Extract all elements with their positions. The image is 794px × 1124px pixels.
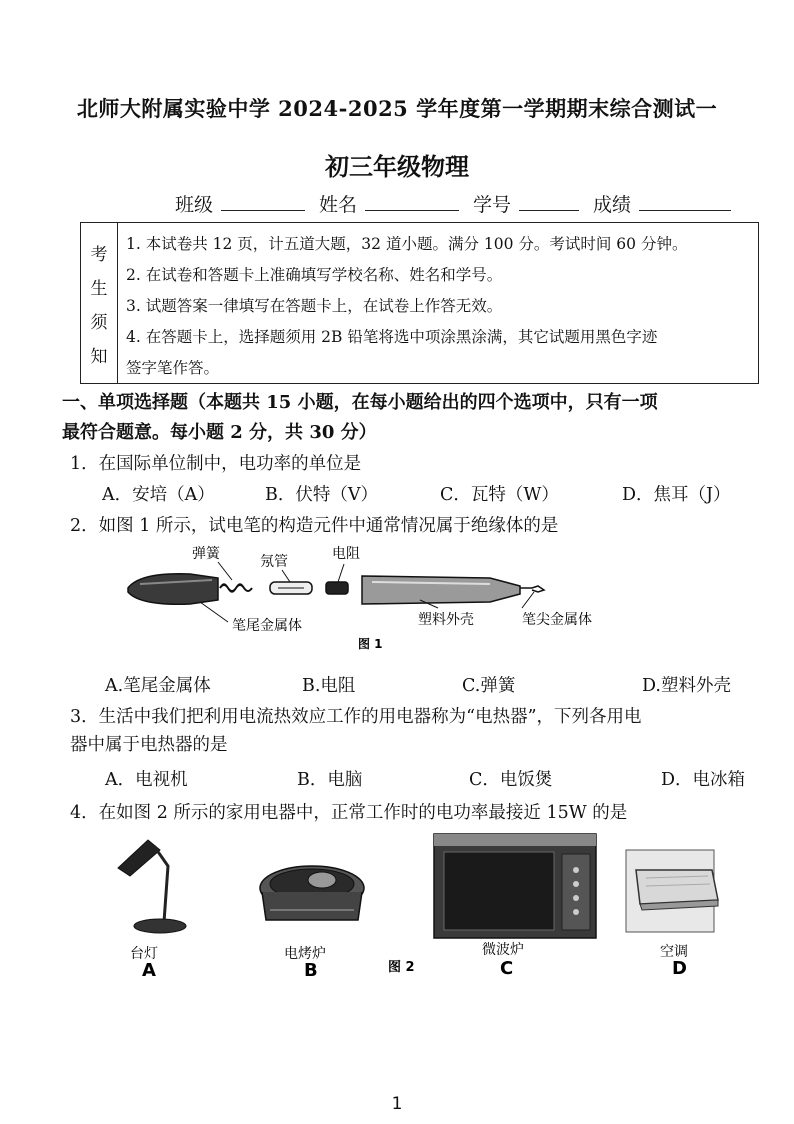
section-heading-line: 最符合题意。每小题 2 分，共 30 分）: [62, 422, 377, 443]
pen-tip-metal: [520, 586, 544, 592]
field-class-blank[interactable]: [221, 190, 305, 211]
field-id-blank[interactable]: [519, 190, 579, 211]
leader-neon: [282, 570, 290, 582]
field-score-blank[interactable]: [639, 190, 731, 211]
option-b[interactable]: B．伏特（V）: [265, 485, 378, 505]
notice-item: 4. 在答题卡上，选择题须用 2B 铅笔将选中项涂黑涂满，其它试题用黑色字迹: [126, 328, 658, 346]
microwave-image: [434, 834, 596, 938]
figure-2-appliances: [100, 830, 760, 985]
leader-tail: [200, 602, 228, 622]
exam-subtitle: 初三年级物理: [325, 152, 469, 181]
label-neon: 氖管: [260, 554, 288, 570]
air-conditioner-image: [626, 850, 718, 932]
option-d[interactable]: D．电冰箱: [661, 770, 746, 790]
notice-side-char: 知: [90, 346, 108, 367]
field-score-label: 成绩: [593, 194, 632, 216]
notice-item: 签字笔作答。: [126, 359, 220, 377]
field-class-label: 班级: [175, 194, 214, 216]
question-3-stem-line: 3．生活中我们把利用电流热效应工作的用电器称为“电热器”，下列各用电: [70, 707, 642, 727]
label-tail-metal: 笔尾金属体: [232, 618, 302, 634]
question-2-options: [105, 672, 731, 697]
option-d[interactable]: D．焦耳（J）: [622, 485, 731, 505]
field-name-label: 姓名: [319, 194, 358, 216]
exam-notice-box: [80, 222, 759, 384]
item-c-name: 微波炉: [482, 942, 524, 958]
notice-side-char: 须: [90, 312, 108, 333]
section-heading-line: 一、单项选择题（本题共 15 小题，在每小题给出的四个选项中，只有一项: [62, 392, 658, 413]
item-b-name: 电烤炉: [284, 946, 326, 962]
option-a[interactable]: A．安培（A）: [102, 485, 215, 505]
field-name-blank[interactable]: [365, 190, 459, 211]
question-4-stem: 4．在如图 2 所示的家用电器中，正常工作时的电功率最接近 15W 的是: [70, 803, 628, 823]
question-2-stem: 2．如图 1 所示，试电笔的构造元件中通常情况属于绝缘体的是: [70, 516, 559, 536]
figure-1-caption: 图 1: [358, 637, 383, 651]
notice-item: 3. 试题答案一律填写在答题卡上，在试卷上作答无效。: [126, 297, 503, 315]
option-c[interactable]: C．电饭煲: [469, 770, 553, 790]
notice-side-char: 生: [90, 278, 108, 299]
question-3-stem: [70, 703, 780, 759]
notice-side-label: [81, 223, 118, 383]
item-c-letter: C: [500, 958, 514, 979]
pen-plastic-shell: [362, 576, 520, 604]
notice-body: [118, 223, 758, 383]
notice-side-char: 考: [90, 244, 108, 265]
option-b[interactable]: B.电阻: [302, 676, 356, 696]
question-3-options: [105, 766, 745, 791]
question-3-stem-line: 器中属于电热器的是: [70, 735, 228, 755]
leader-tip: [522, 592, 534, 608]
figure-1-test-pen: [120, 540, 620, 655]
question-1-stem: 1．在国际单位制中，电功率的单位是: [70, 454, 362, 474]
student-info-fields: [175, 190, 731, 217]
item-a-letter: A: [142, 960, 156, 981]
item-a-name: 台灯: [130, 946, 158, 962]
field-id-label: 学号: [473, 194, 512, 216]
question-1-options: [102, 481, 731, 506]
label-plastic-shell: 塑料外壳: [418, 612, 474, 628]
option-c[interactable]: C．瓦特（W）: [440, 485, 559, 505]
item-b-letter: B: [304, 960, 318, 981]
pen-tail-metal: [128, 574, 218, 604]
item-d-name: 空调: [660, 944, 688, 960]
item-d-letter: D: [672, 958, 687, 979]
label-spring: 弹簧: [192, 546, 220, 562]
label-tip-metal: 笔尖金属体: [522, 612, 592, 628]
label-resistor: 电阻: [332, 546, 360, 562]
leader-spring: [218, 562, 232, 580]
option-d[interactable]: D.塑料外壳: [642, 676, 731, 696]
page-number: 1: [391, 1094, 403, 1114]
option-c[interactable]: C.弹簧: [462, 676, 516, 696]
option-b[interactable]: B．电脑: [297, 770, 363, 790]
option-a[interactable]: A.笔尾金属体: [105, 676, 211, 696]
option-a[interactable]: A．电视机: [105, 770, 188, 790]
exam-title: 北师大附属实验中学 2024-2025 学年度第一学期期末综合测试一: [76, 96, 718, 121]
electric-grill-image: [260, 866, 364, 920]
desk-lamp-image: [118, 840, 186, 933]
figure-2-caption: 图 2: [388, 960, 415, 975]
section-heading: [62, 388, 762, 448]
notice-item: 1. 本试卷共 12 页，计五道大题，32 道小题。满分 100 分。考试时间 60 分钟。: [126, 235, 688, 253]
leader-resistor: [338, 564, 344, 582]
notice-item: 2. 在试卷和答题卡上准确填写学校名称、姓名和学号。: [126, 266, 503, 284]
pen-resistor: [326, 582, 348, 594]
